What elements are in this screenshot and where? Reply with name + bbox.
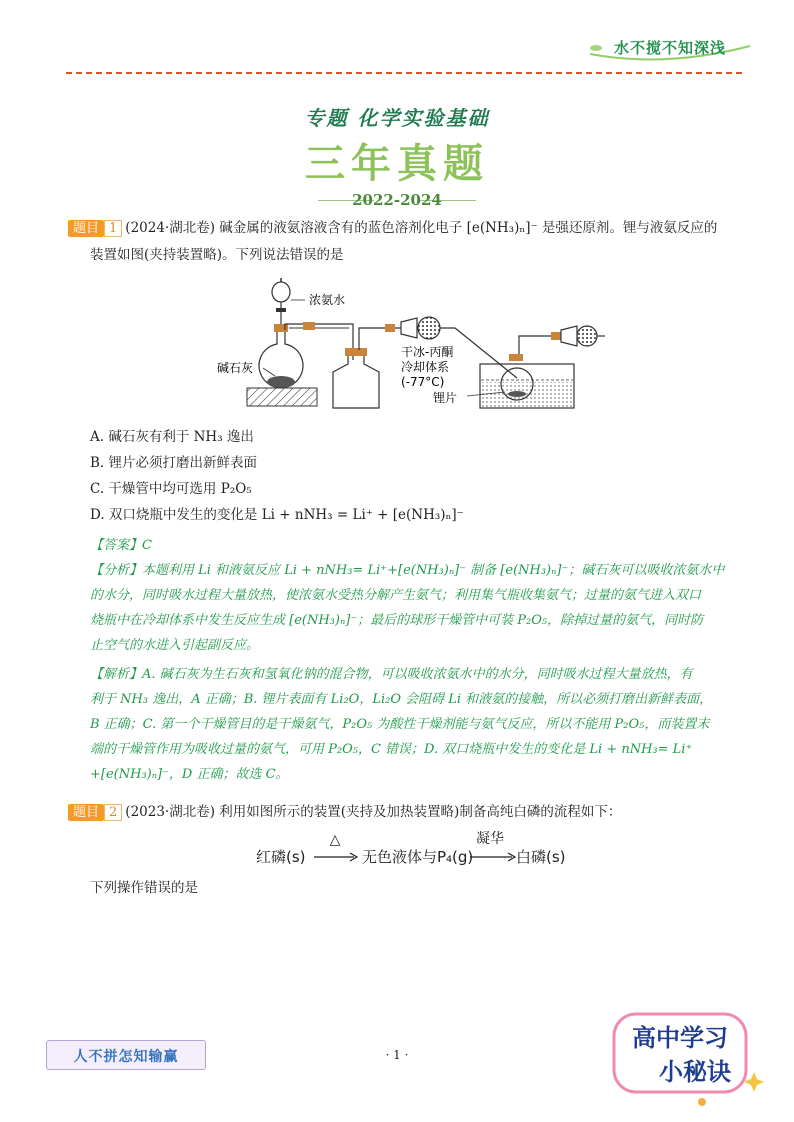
q1-number: 1 (104, 220, 122, 237)
footer-slogan: 人不拼怎知输赢 (73, 1049, 179, 1065)
q1-explain-2: 利于 NH₃ 逸出，A 正确；B. 锂片表面有 Li₂O，Li₂O 会阻碍 Li 和液氨的接触，所以必须打磨出新鲜表面， (90, 692, 713, 707)
footer-slogan-box (46, 1040, 206, 1070)
q1-analysis-4: 止空气的水进入引起副反应。 (90, 638, 260, 653)
q1-option-d: D. 双口烧瓶中发生的变化是 Li + nNH₃ = Li⁺ + [e(NH₃)ₙ]⁻ (90, 507, 464, 523)
label-soda-lime: 碱石灰 (217, 361, 254, 375)
q1-analysis-3: 烧瓶中在冷却体系中发生反应生成 [e(NH₃)ₙ]⁻；最后的球形干燥管中可装 P₂O₅，除掉过量的氨气，同时防 (90, 613, 704, 628)
q2-source: (2023·湖北卷) (125, 804, 215, 820)
q1-option-a: A. 碱石灰有利于 NH₃ 逸出 (90, 429, 254, 445)
q1-source: (2024·湖北卷) (125, 220, 215, 236)
q2-badge: 题目 (68, 804, 104, 821)
flow-start: 红磷(s) (256, 848, 306, 866)
q2-stem (68, 799, 748, 826)
q1-option-c: C. 干燥管中均可选用 P₂O₅ (90, 481, 252, 497)
q1-analysis-2: 的水分，同时吸水过程大量放热，使浓氨水受热分解产生氨气；利用集气瓶收集氨气；过量的氨气进入双口 (90, 588, 702, 603)
q2-stem-text: 利用如图所示的装置(夹持及加热装置略)制备高纯白磷的流程如下： (219, 804, 622, 820)
header-divider (66, 72, 742, 74)
label-ammonia: 浓氨水 (309, 293, 346, 307)
q2-flow (248, 831, 578, 874)
q1-stem-text: 碱金属的液氨溶液含有的蓝色溶剂化电子 [e(NH₃)ₙ]⁻ 是强还原剂。锂与液氨反应的 (219, 220, 718, 236)
q2-number: 2 (104, 804, 122, 821)
flow-arrow1-icon (314, 852, 358, 862)
label-cooling-2: 冷却体系 (401, 360, 450, 374)
stamp-line1: 高中学习 (632, 1024, 728, 1052)
label-cooling-1: 干冰-丙酮 (401, 345, 454, 359)
q1-answer: 【答案】C (90, 538, 152, 553)
flow-arrow2-icon (470, 852, 516, 862)
stamp-line2: 小秘诀 (659, 1058, 731, 1086)
label-cooling-3: (-77°C) (401, 375, 445, 389)
flow-middle: 无色液体与P₄(g) (362, 848, 474, 866)
q1-explain-1: 【解析】A. 碱石灰为生石灰和氢氧化钠的混合物，可以吸收浓氨水中的水分，同时吸水过程大量放热，有 (90, 667, 693, 682)
flow-arrow1-label: △ (329, 832, 341, 848)
header-slogan-box (586, 32, 754, 64)
q1-stem-line1 (68, 215, 748, 242)
label-lithium: 锂片 (433, 391, 458, 405)
q1-badge: 题目 (68, 220, 104, 237)
years-range: 2022-2024 (352, 191, 442, 209)
page-number: · 1 · (385, 1048, 409, 1062)
q1-explain-3: B 正确；C. 第一个干燥管目的是干燥氨气，P₂O₅ 为酸性干燥剂能与氨气反应，所以不能用 P₂O₅，而装置末 (90, 717, 710, 732)
study-tips-stamp (606, 1006, 766, 1106)
page-title: 三年真题 (305, 141, 489, 187)
page-subtitle: 专题 化学实验基础 (304, 106, 490, 130)
q1-analysis-1: 【分析】本题利用 Li 和液氨反应 Li + nNH₃= Li⁺+[e(NH₃)ₙ]⁻ 制备 [e(NH₃)ₙ]⁻；碱石灰可以吸收浓氨水中 (90, 563, 725, 578)
apparatus-figure (205, 272, 605, 414)
q2-tail: 下列操作错误的是 (90, 880, 198, 896)
q1-stem-line2: 装置如图(夹持装置略)。下列说法错误的是 (90, 247, 344, 263)
q1-explain-5: +[e(NH₃)ₙ]⁻，D 正确；故选 C。 (90, 767, 289, 782)
q1-explain-4: 端的干燥管作用为吸收过量的氨气，可用 P₂O₅，C 错误；D. 双口烧瓶中发生的变化是 Li + nNH₃= Li⁺ (90, 742, 693, 757)
header-slogan: 水不搅不知深浅 (613, 39, 726, 57)
q1-option-b: B. 锂片必须打磨出新鲜表面 (90, 455, 258, 471)
flow-arrow2-label: 凝华 (476, 831, 504, 847)
flow-end: 白磷(s) (516, 848, 566, 866)
